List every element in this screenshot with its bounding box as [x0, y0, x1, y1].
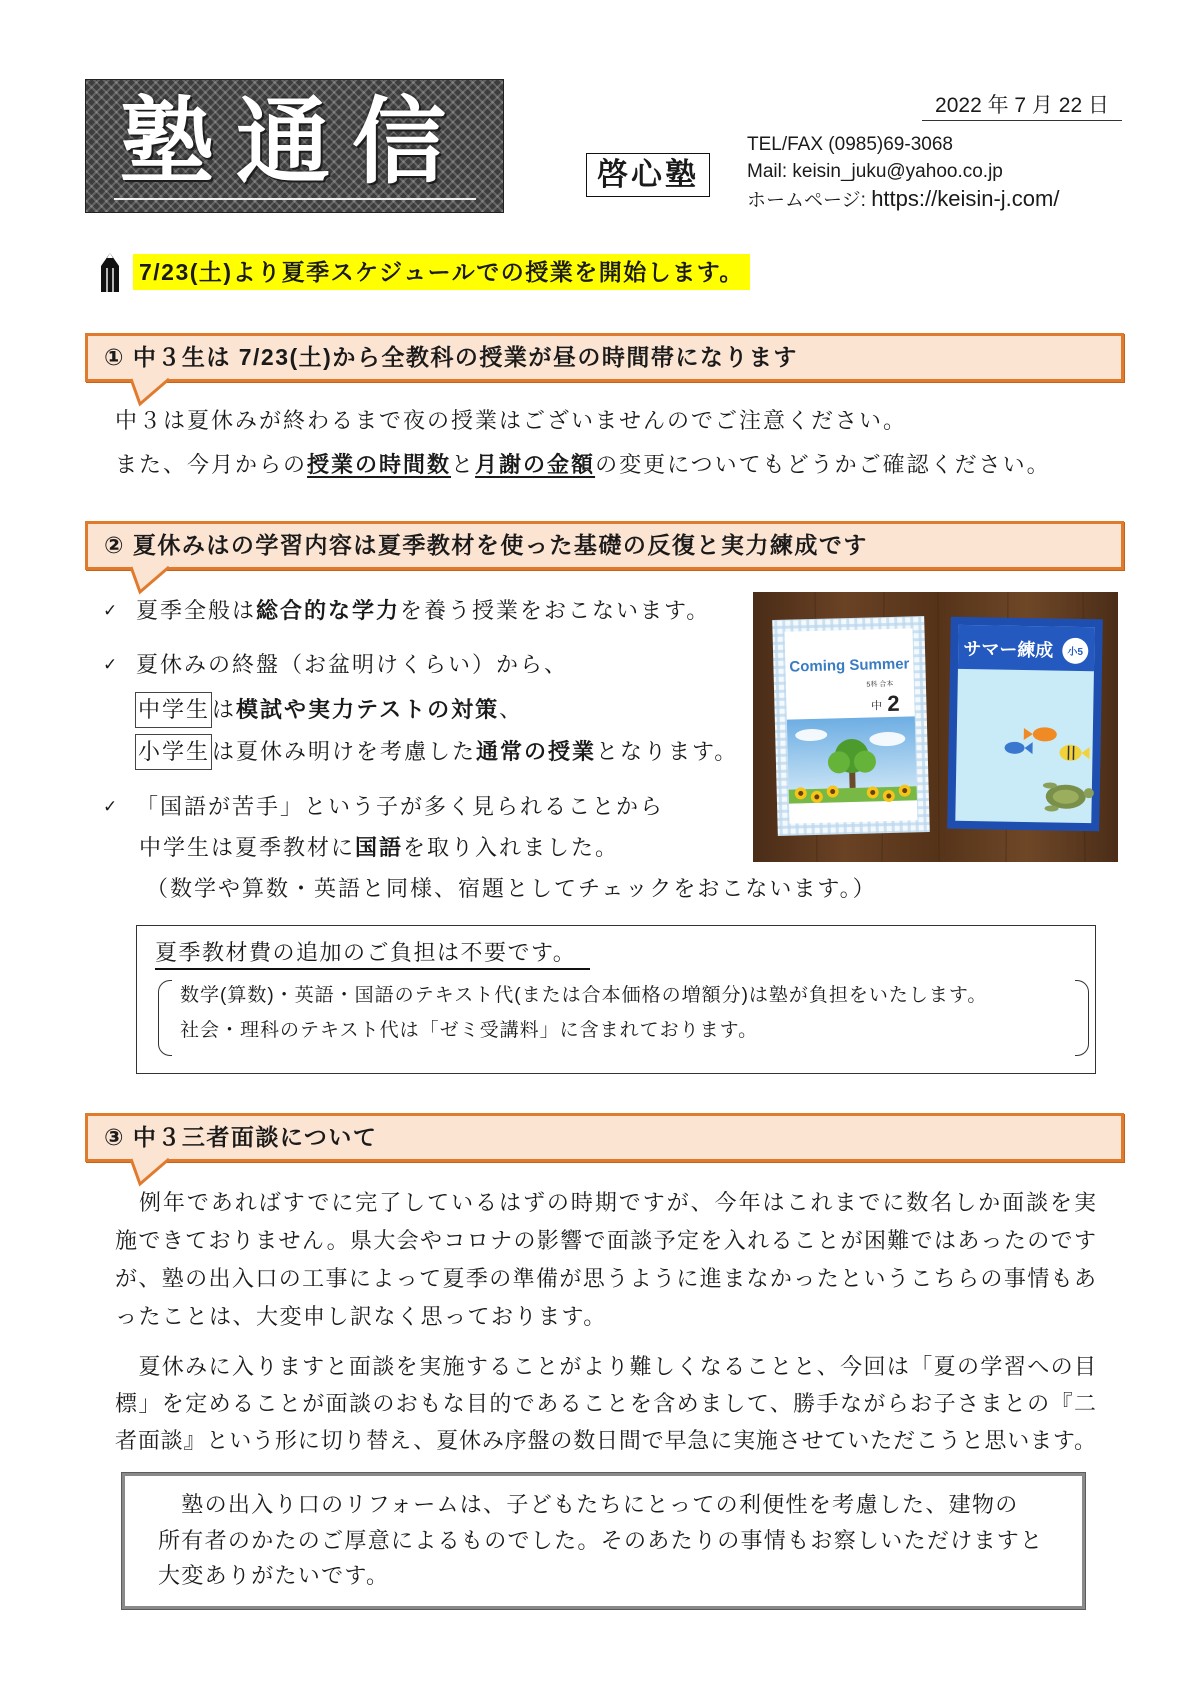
text-segment: となります。	[596, 739, 739, 764]
checklist-item-3-line3: （数学や算数・英語と同様、宿題としてチェックをおこないます。）	[146, 876, 877, 901]
pencil-icon	[97, 252, 123, 294]
text-segment: を取り入れました。	[403, 835, 620, 860]
checklist-item-2-line1: 夏休みの終盤（お盆明けくらい）から、	[136, 652, 569, 677]
book-title: Coming Summer	[789, 655, 910, 676]
homepage-label: ホームページ:	[747, 190, 866, 211]
checklist-item-3-line2	[139, 833, 619, 863]
text-segment: 中学生は夏季教材に	[139, 835, 356, 860]
left-bracket	[158, 980, 172, 1056]
school-name: 啓心塾	[586, 153, 710, 197]
section1-heading-pointer	[129, 378, 173, 406]
summer-training-book	[947, 617, 1103, 832]
junior-high-label: 中学生	[135, 692, 212, 728]
check-icon: ✓	[103, 601, 118, 620]
contact-mail: Mail: keisin_juku@yahoo.co.jp	[747, 161, 1003, 182]
checklist-item-2-line2	[135, 692, 523, 728]
contact-homepage	[747, 186, 1059, 214]
textbooks-photo	[753, 592, 1118, 862]
paragraph1-line: 施できておりません。県大会やコロナの影響で面談予定を入れることが困難ではあったのです	[115, 1228, 1096, 1253]
text-segment: また、今月からの	[115, 452, 308, 477]
section1-heading: ① 中３生は 7/23(土)から全教科の授業が昼の時間帯になります	[104, 344, 798, 370]
bold-segment: 通常の授業	[476, 739, 597, 764]
book-grade-prefix: 中	[870, 700, 883, 713]
check-icon: ✓	[103, 655, 118, 674]
homepage-url: https://keisin-j.com/	[871, 186, 1060, 211]
text-segment: は夏休み明けを考慮した	[212, 739, 477, 764]
paragraph1-line: ったことは、大変申し訳なく思っております。	[115, 1304, 607, 1329]
tuition-emphasis: 月謝の金額	[475, 452, 596, 477]
book-subtitle: 5科 合本	[866, 680, 894, 689]
class-hours-emphasis: 授業の時間数	[307, 452, 452, 477]
material-cost-title: 夏季教材費の追加のご負担は不要です。	[155, 938, 590, 970]
text-segment: 夏季全般は	[136, 598, 257, 623]
newsletter-title: 塾通信	[120, 89, 469, 194]
bold-segment: 国語	[355, 835, 404, 860]
text-segment: は	[212, 697, 237, 722]
coming-summer-book	[772, 616, 930, 836]
section3-heading-box	[85, 1113, 1124, 1162]
section2-heading: ② 夏休みはの学習内容は夏季教材を使った基礎の反復と実力練成です	[104, 532, 868, 558]
contact-tel: TEL/FAX (0985)69-3068	[747, 134, 953, 155]
paragraph2-line: 夏休みに入りますと面談を実施することがより難しくなることと、今回は「夏の学習への目	[115, 1354, 1096, 1379]
book-title: サマー練成	[963, 638, 1054, 661]
text-segment: の変更についてもどうかご確認ください。	[595, 452, 1051, 477]
checklist-item-2-line3	[135, 734, 738, 770]
section1-heading-box	[85, 333, 1124, 382]
text-segment: と	[451, 452, 476, 477]
book-grade-badge: 小5	[1067, 646, 1084, 659]
issue-date: 2022 年 7 月 22 日	[922, 92, 1122, 121]
elementary-label: 小学生	[135, 734, 212, 770]
checklist-item-3-line1: 「国語が苦手」という子が多く見られることから	[136, 794, 665, 819]
closing-note-line: 大変ありがたいです。	[158, 1563, 390, 1588]
paragraph2-line: 者面談』という形に切り替え、夏休み序盤の数日間で早急に実施させていただこうと思います。	[115, 1428, 1096, 1453]
checklist-item-1	[136, 596, 710, 626]
book-grade-number: 2	[886, 690, 900, 717]
section1-line1: 中３は夏休みが終わるまで夜の授業はございませんのでご注意ください。	[115, 408, 908, 433]
check-icon: ✓	[103, 797, 118, 816]
section2-heading-pointer	[129, 566, 173, 594]
section1-line2	[115, 450, 1051, 480]
section3-heading: ③ 中３三者面談について	[104, 1124, 378, 1150]
section3-heading-pointer	[129, 1158, 173, 1186]
paragraph2-line: 標」を定めることが面談のおもな目的であることを含めまして、勝手ながらお子さまとの『二	[115, 1391, 1096, 1416]
paragraph1-line: が、塾の出入口の工事によって夏季の準備が思うように進まなかったというこちらの事情もあ	[115, 1266, 1096, 1291]
title-underline	[114, 198, 476, 200]
paragraph1-line: 例年であればすでに完了しているはずの時期ですが、今年はこれまでに数名しか面談を実	[115, 1190, 1096, 1215]
closing-note-line: 塾の出入り口のリフォームは、子どもたちにとっての利便性を考慮した、建物の	[158, 1492, 1019, 1517]
material-cost-line-2: 社会・理科のテキスト代は「ゼミ受講料」に含まれております。	[180, 1020, 759, 1041]
bold-segment: 総合的な学力	[256, 598, 401, 623]
section2-heading-box	[85, 521, 1124, 570]
closing-note-line: 所有者のかたのご厚意によるものでした。そのあたりの事情もお察しいただけますと	[158, 1528, 1044, 1553]
schedule-notice: 7/23(土)より夏季スケジュールでの授業を開始します。	[133, 254, 750, 290]
text-segment: 、	[499, 697, 524, 722]
title-banner	[85, 79, 504, 213]
bold-segment: 模試や実力テストの対策	[236, 697, 500, 722]
text-segment: を養う授業をおこないます。	[400, 598, 711, 623]
right-bracket	[1075, 980, 1089, 1056]
material-cost-line-1: 数学(算数)・英語・国語のテキスト代(または合本価格の増額分)は塾が負担をいたします。	[180, 985, 988, 1006]
